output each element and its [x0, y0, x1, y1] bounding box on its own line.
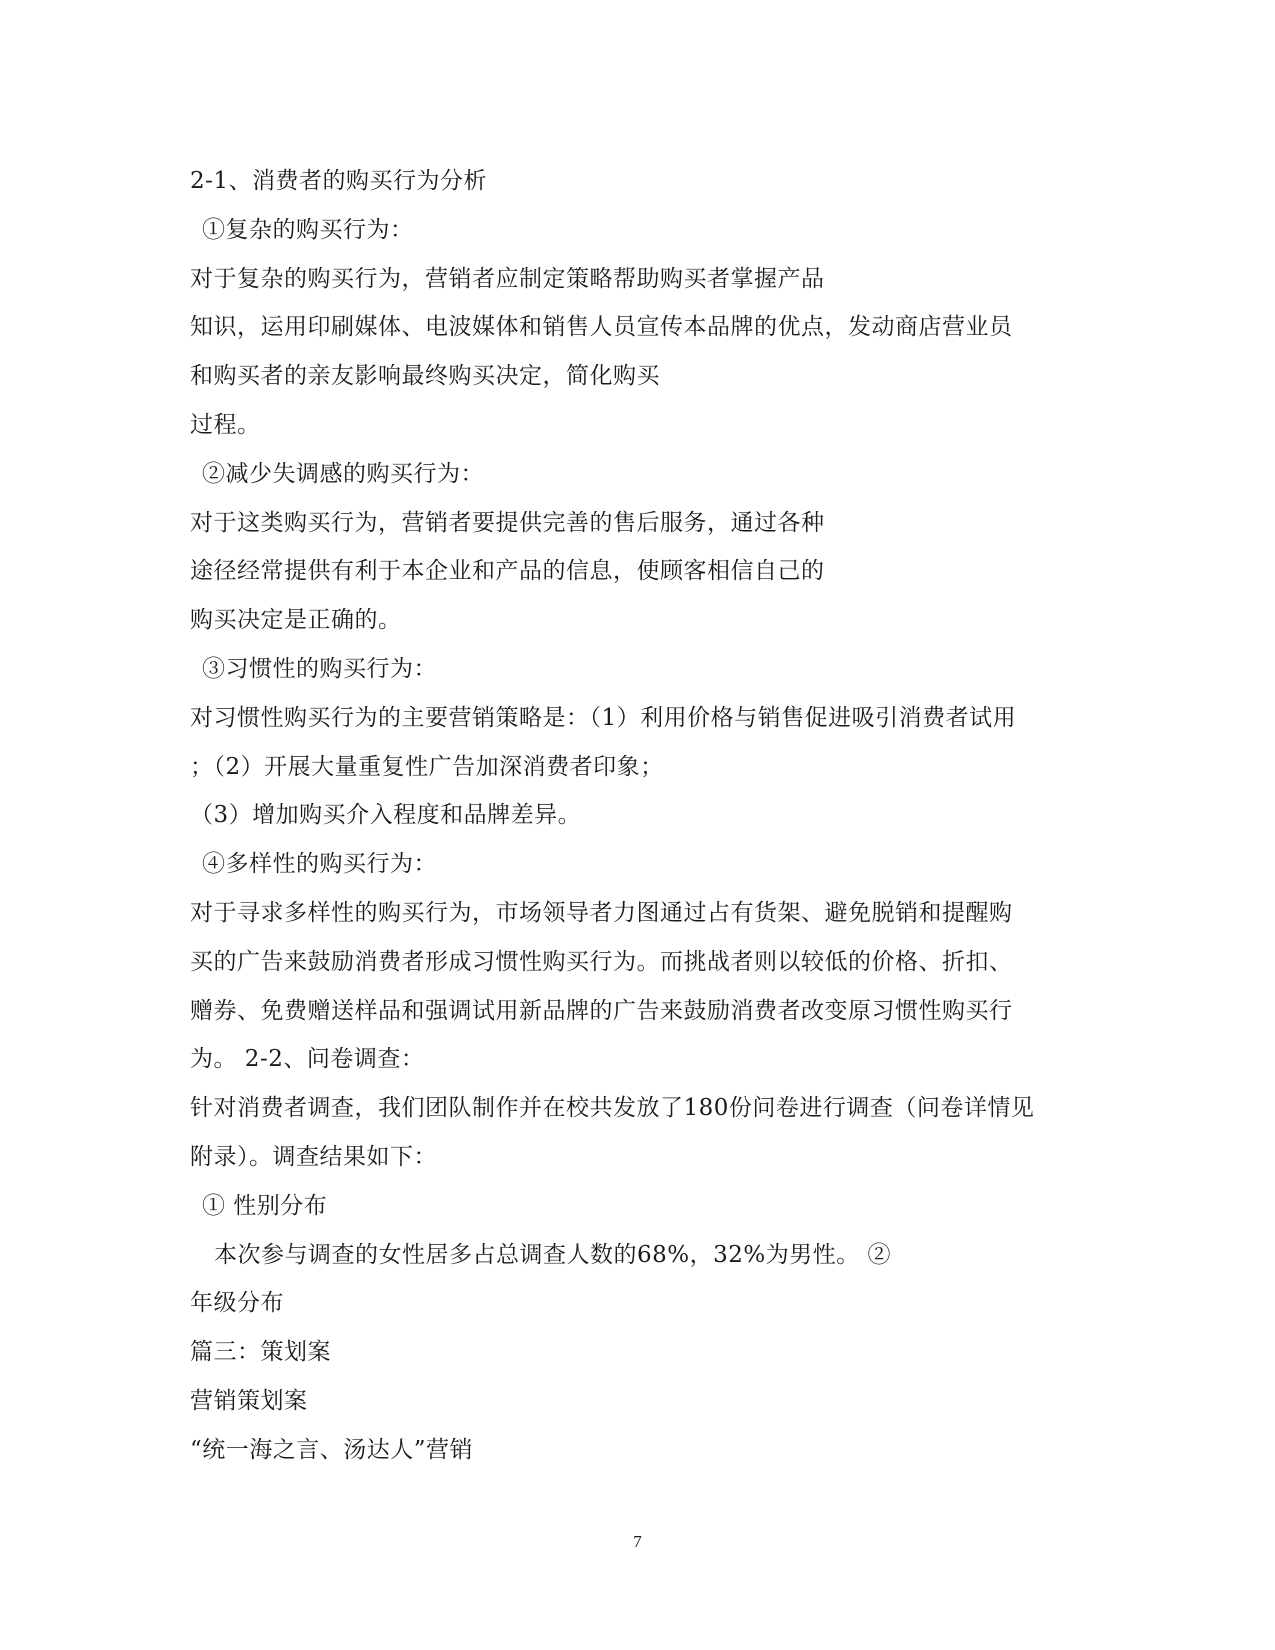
paragraph-line: 本次参与调查的女性居多占总调查人数的68%，32%为男性。 ② [214, 1241, 892, 1268]
section-heading-2-1: 2-1、消费者的购买行为分析 [190, 168, 488, 194]
paragraph-line: 知识，运用印刷媒体、电波媒体和销售人员宣传本品牌的优点，发动商店营业员 [190, 314, 1013, 341]
chapter-heading: 篇三：策划案 [190, 1339, 331, 1366]
paragraph-line: 附录）。调查结果如下： [190, 1143, 437, 1170]
document-body [190, 157, 1090, 1475]
paragraph-line: 为。 2-2、问卷调查： [190, 1046, 425, 1073]
paragraph-line: 对习惯性购买行为的主要营销策略是：（1）利用价格与销售促进吸引消费者试用 [190, 704, 1017, 731]
paragraph-line: 对于这类购买行为，营销者要提供完善的售后服务，通过各种 [190, 509, 825, 536]
paragraph-line: 买的广告来鼓励消费者形成习惯性购买行为。而挑战者则以较低的价格、折扣、 [190, 948, 1013, 975]
subheading-habitual-buying: ③习惯性的购买行为： [202, 655, 437, 682]
paragraph-line: 途径经常提供有利于本企业和产品的信息，使顾客相信自己的 [190, 558, 825, 585]
campaign-title: “统一海之言、汤达人”营销 [190, 1436, 474, 1463]
paragraph-line: 和购买者的亲友影响最终购买决定，简化购买 [190, 363, 660, 390]
paragraph-line: （3）增加购买介入程度和品牌差异。 [190, 802, 582, 829]
paragraph-line: 对于寻求多样性的购买行为，市场领导者力图通过占有货架、避免脱销和提醒购 [190, 899, 1013, 926]
subheading-grade-distribution: 年级分布 [190, 1290, 284, 1317]
paragraph-line: 过程。 [190, 411, 261, 438]
paragraph-line: 针对消费者调查，我们团队制作并在校共发放了180份问卷进行调查（问卷详情见 [190, 1095, 1035, 1122]
subheading-gender-distribution: ① 性别分布 [202, 1192, 328, 1219]
subheading-dissonance-reducing: ②减少失调感的购买行为： [202, 460, 484, 487]
subheading-complex-buying: ①复杂的购买行为： [202, 216, 414, 243]
page-number: 7 [633, 1532, 642, 1551]
paragraph-line: 对于复杂的购买行为，营销者应制定策略帮助购买者掌握产品 [190, 265, 825, 292]
subheading-variety-seeking: ④多样性的购买行为： [202, 851, 437, 878]
paragraph-line: 购买决定是正确的。 [190, 607, 402, 634]
paragraph-line: ；（2）开展大量重复性广告加深消费者印象； [190, 753, 664, 780]
document-title: 营销策划案 [190, 1387, 308, 1414]
paragraph-line: 赠券、免费赠送样品和强调试用新品牌的广告来鼓励消费者改变原习惯性购买行 [190, 997, 1013, 1024]
